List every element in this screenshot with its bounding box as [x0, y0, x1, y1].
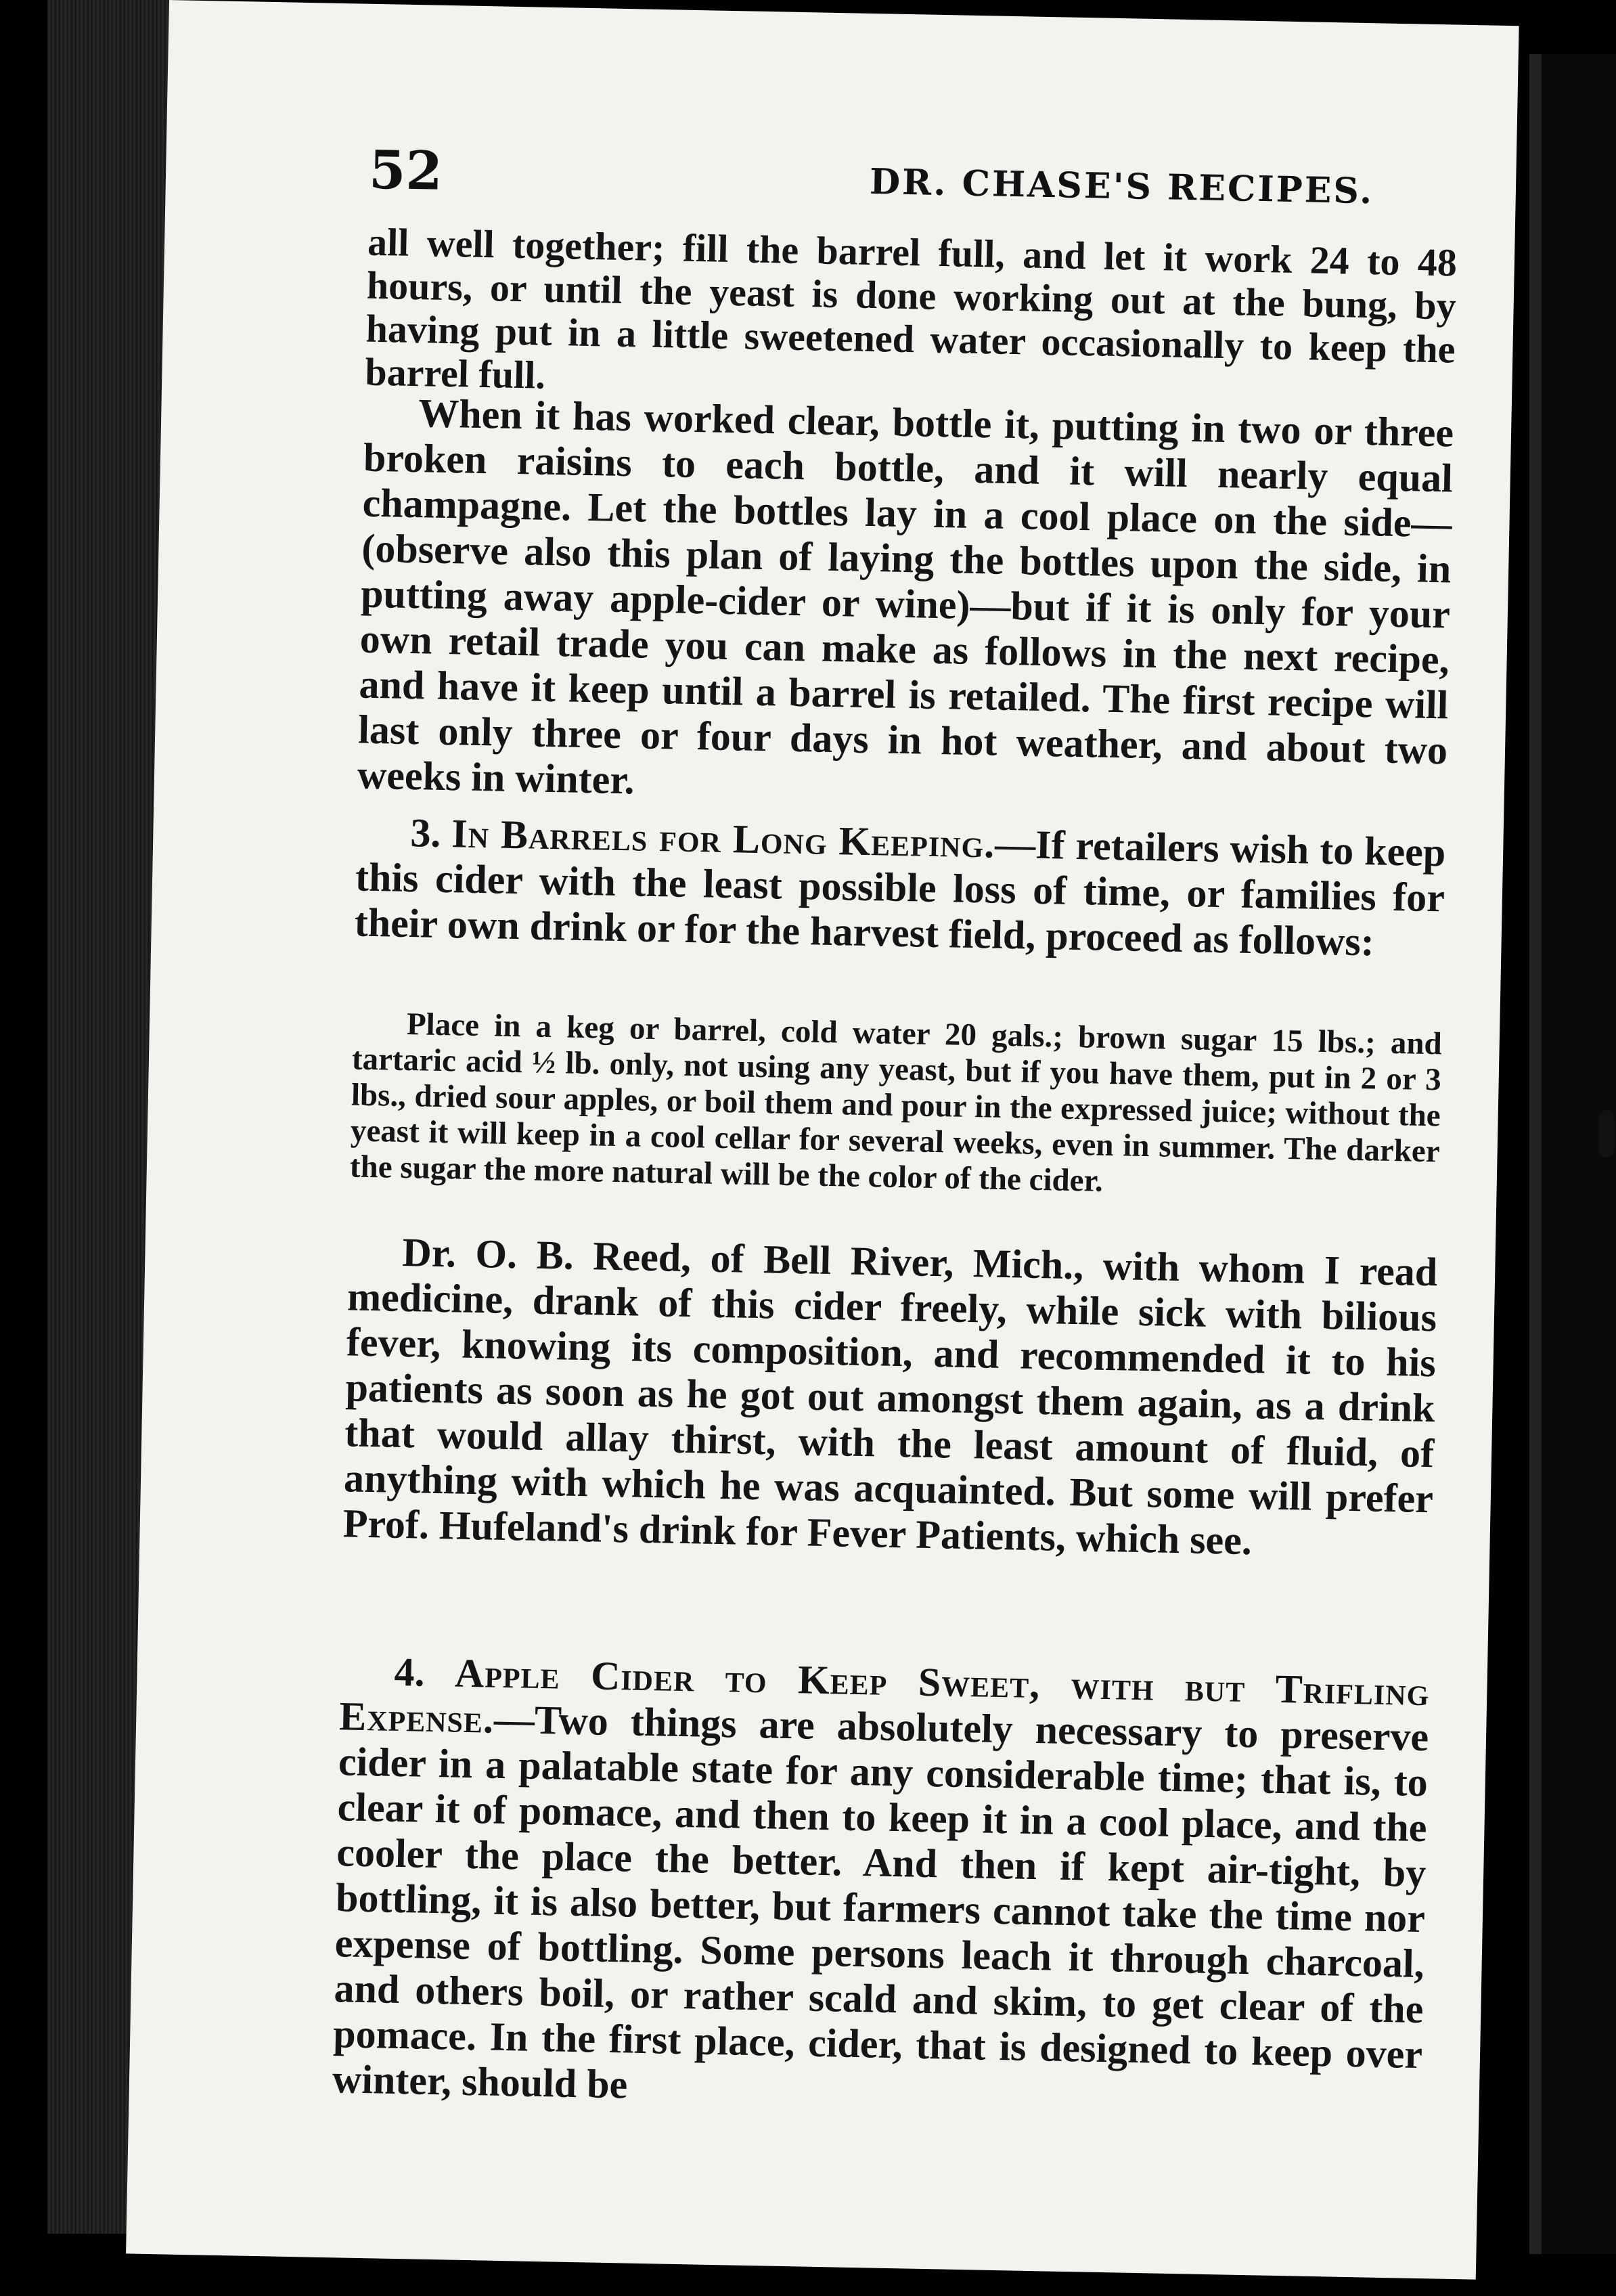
- book-page: [126, 0, 1519, 2280]
- recipe-4-number: 4.: [394, 1649, 426, 1695]
- page-body: [332, 219, 1458, 2107]
- recipe-3-body: —If retailers wish to keep this cider with the least possible loss of time, or families for their own drink or for the harvest field, proceed as follows:: [354, 821, 1446, 965]
- recipe-3: [354, 810, 1446, 967]
- scan-artifact: [1598, 1110, 1615, 1157]
- recipe-4-body: —Two things are absolutely necessary to preserve cider in a palatable state for any considerable time; that is, to clear it of pomace, and then to keep it in a cool place, and the cooler the place the better. And then if kept air-tight, by bottling, it is also better, but farmers cannot take the time nor expense of bottling. Some persons leach it through charcoal, and others boil, or rather scald and skim, to get clear of the pomace. In the first place, cider, that is designed to keep over winter, should be: [332, 1696, 1429, 2107]
- page-header: [368, 139, 1587, 224]
- running-head: DR. CHASE'S RECIPES.: [869, 160, 1374, 213]
- paragraph-continuation: all well together; fill the barrel full, and let it work 24 to 48 hours, or until the yeast is done working out at the bung, by having put in a little sweetened water occasionally to keep the barrel full.: [364, 219, 1458, 397]
- paragraph-dr-reed: Dr. O. B. Reed, of Bell River, Mich., with whom I read medicine, drank of this cider freely, while sick with bilious fever, knowing its composition, and recommended it to his patients as soon as he got out amongst them again, as a drink that would allay thirst, with the least amount of fluid, of anything with which he was acquainted. But some will prefer Prof. Hufeland's drink for Fever Patients, which see.: [342, 1229, 1438, 1564]
- paragraph-bottling: When it has worked clear, bottle it, putting in two or three broken raisins to each bottle, and it will nearly equal champagne. Let the bottles lay in a cool place on the side—(observe also this plan of laying the bottles upon the side, in putting away apple-cider or wine)—but if it is only for your own retail trade you can make as follows in the next recipe, and have it keep until a barrel is retailed. The first recipe will last only three or four days in hot weather, and about two weeks in winter.: [357, 391, 1454, 803]
- recipe-4-title: Apple Cider to Keep Sweet, with but Trifling Expense.: [338, 1650, 1431, 1742]
- recipe-3-title: In Barrels for Long Keeping.: [451, 811, 995, 866]
- recipe-3-ingredients: Place in a keg or barrel, cold water 20 gals.; brown sugar 15 lbs.; and tartaric acid ½ lb. only, not using any yeast, but if you have them, put in 2 or 3 lbs., dried sour apples, or boil them and pour in the expressed juice; without the yeast it will keep in a cool cellar for several weeks, even in summer. The darker the sugar the more natural will be the color of the cider.: [349, 1007, 1443, 1199]
- recipe-4: [332, 1648, 1430, 2123]
- recipe-3-number: 3.: [409, 810, 442, 856]
- page-number: 52: [368, 139, 443, 202]
